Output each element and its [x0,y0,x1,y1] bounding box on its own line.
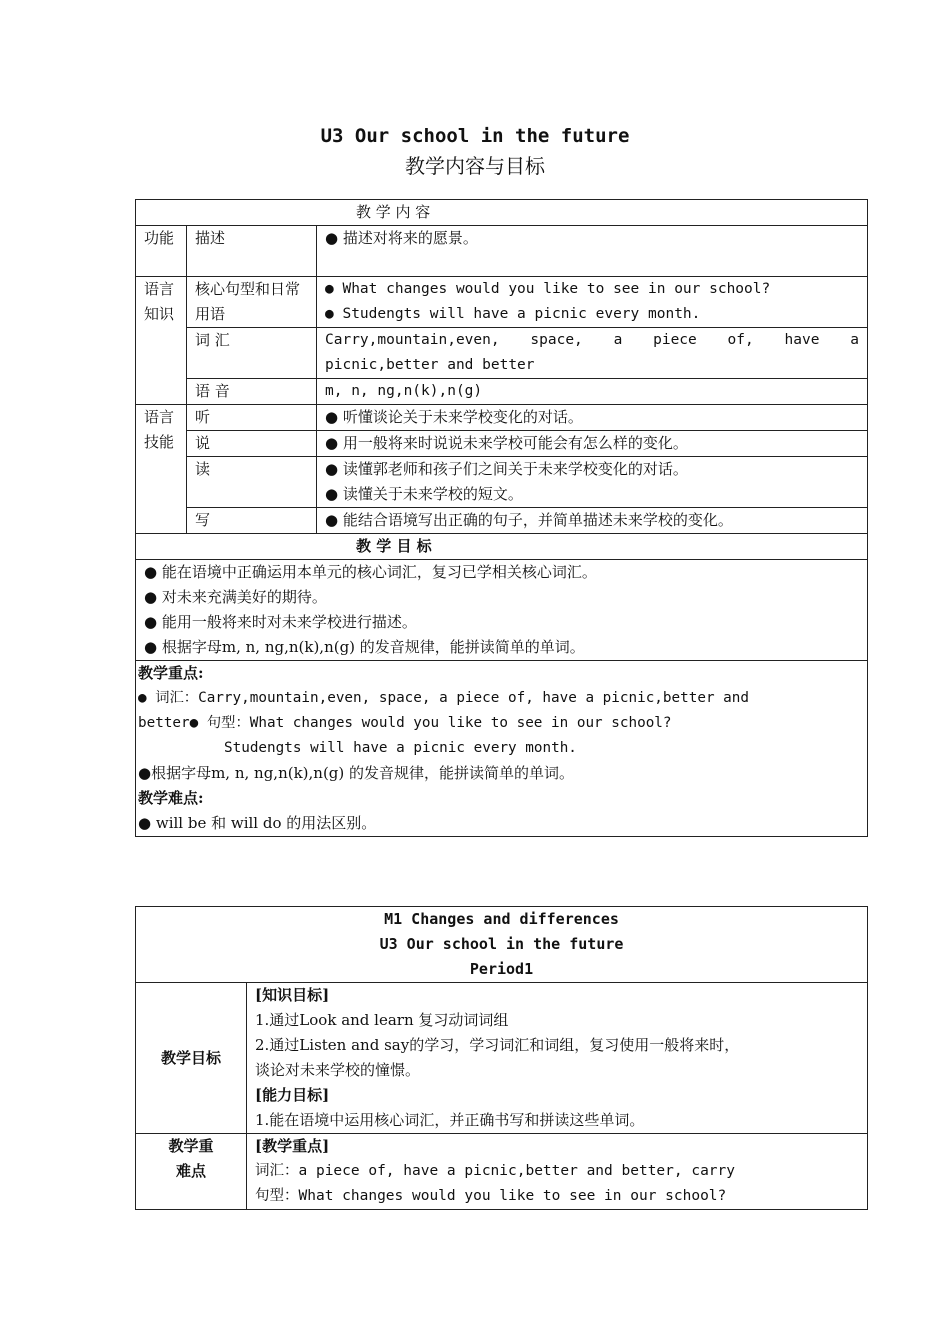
listening-subcategory: 听 [187,405,317,431]
key-sentence: 句型：What changes would you like to see in our school? [255,1188,727,1204]
period-heading-2: U3 Our school in the future [379,935,624,953]
key-point-3: Studengts will have a picnic every month. [224,740,577,756]
goal-2: ● 对未来充满美好的期待。 [144,588,327,606]
knowledge-goal-1: 1.通过Look and learn 复习动词词组 [255,1011,509,1029]
content-header: 教 学 内 容 [136,200,868,226]
reading-line-2: ● 读懂关于未来学校的短文。 [325,485,523,503]
phonics-text: m, n, ng,n(k),n(g) [317,379,868,405]
goal-4: ● 根据字母m, n, ng,n(k),n(g) 的发音规律，能拼读简单的单词。 [144,638,585,656]
vocab-line-1: Carry,mountain,even, space, a piece of, have a [325,332,859,348]
teaching-goals-label: 教学目标 [136,983,247,1134]
phonics-subcategory: 语 音 [187,379,317,405]
knowledge-goal-2a: 2.通过Listen and say的学习，学习词汇和词组，复习使用一般将来时， [255,1036,740,1054]
key-points-label: 教学重点: [138,664,204,682]
difficult-point-1: ● will be 和 will do 的用法区别。 [138,814,377,832]
speaking-text: ● 用一般将来时说说未来学校可能会有怎么样的变化。 [317,431,868,457]
period-heading-1: M1 Changes and differences [384,910,619,928]
function-subcategory: 描述 [187,226,317,277]
key-difficult-label-2: 难点 [175,1162,206,1180]
content-table [135,199,868,837]
key-point-head: [教学重点] [255,1137,330,1155]
key-point-2: better● 句型：What changes would you like to see in our school? [138,715,672,731]
function-text: ● 描述对将来的愿景。 [317,226,868,277]
reading-subcategory: 读 [187,457,317,508]
goal-1: ● 能在语境中正确运用本单元的核心词汇，复习已学相关核心词汇。 [144,563,597,581]
vocab-line-2: picnic,better and better [325,357,535,373]
language-skill-category: 语言技能 [136,405,187,534]
difficult-points-label: 教学难点: [138,789,204,807]
language-knowledge-category: 语言知识 [136,277,187,405]
key-point-4: ●根据字母m, n, ng,n(k),n(g) 的发音规律，能拼读简单的单词。 [138,764,575,782]
core-sentence-2: ● Studengts will have a picnic every month. [325,306,701,322]
ability-goal-label: [能力目标] [255,1086,330,1104]
knowledge-goal-label: [知识目标] [255,986,330,1004]
knowledge-goal-2b: 谈论对未来学校的憧憬。 [255,1061,421,1079]
function-category: 功能 [136,226,187,277]
key-vocab: 词汇：a piece of, have a picnic,better and better, carry [255,1163,735,1179]
goal-3: ● 能用一般将来时对未来学校进行描述。 [144,613,417,631]
reading-line-1: ● 读懂郭老师和孩子们之间关于未来学校变化的对话。 [325,460,688,478]
vocab-subcategory: 词 汇 [187,328,317,379]
writing-text: ● 能结合语境写出正确的句子，并简单描述未来学校的变化。 [317,508,868,534]
listening-text: ● 听懂谈论关于未来学校变化的对话。 [317,405,868,431]
doc-title: U3 Our school in the future [320,125,630,147]
goals-header: 教 学 目 标 [136,534,868,560]
period-table [135,906,868,1210]
period-heading-3: Period1 [469,960,534,978]
doc-subtitle: 教学内容与目标 [405,154,545,178]
core-sentence-1: ● What changes would you like to see in our school? [325,281,771,297]
core-sentence-subcategory: 核心句型和日常用语 [187,277,317,328]
speaking-subcategory: 说 [187,431,317,457]
writing-subcategory: 写 [187,508,317,534]
ability-goal-1: 1.能在语境中运用核心词汇，并正确书写和拼读这些单词。 [255,1111,645,1129]
key-difficult-label-1: 教学重 [168,1137,214,1155]
key-point-1: ● 词汇：Carry,mountain,even, space, a piece of, have a picnic,better and [138,690,749,706]
